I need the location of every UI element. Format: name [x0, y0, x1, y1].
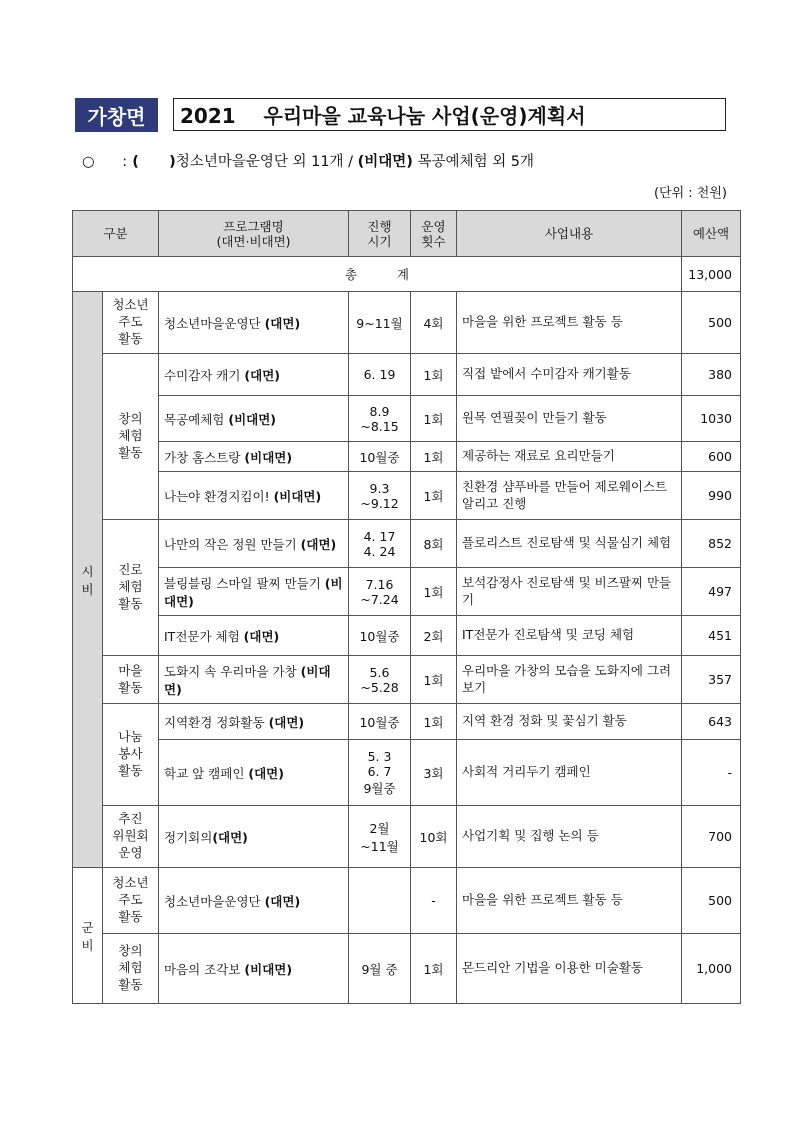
program-budget: - — [682, 740, 741, 806]
program-content: 사회적 거리두기 캠페인 — [457, 740, 682, 806]
program-mode: (대면) — [244, 367, 280, 383]
table-row — [73, 656, 741, 704]
program-name — [159, 354, 349, 396]
program-period: 8.9 ~8.15 — [349, 396, 411, 442]
summary-close: ) — [138, 154, 176, 170]
program-period: 5. 3 6. 7 9월중 — [349, 740, 411, 806]
program-mode: (대면) — [300, 536, 337, 552]
header-count — [411, 211, 457, 257]
program-budget: 852 — [682, 520, 741, 568]
summary-text-1: 청소년마을운영단 외 11개 / — [175, 154, 358, 170]
program-title: 가창 홈스트랑 — [164, 449, 245, 465]
total-label: 총 계 — [73, 257, 682, 292]
program-budget: 380 — [682, 354, 741, 396]
table-row — [73, 396, 741, 442]
program-content: 우리마을 가창의 모습을 도화지에 그려보기 — [457, 656, 682, 704]
program-count: 1회 — [411, 442, 457, 472]
program-mode: (비대면) — [164, 575, 343, 609]
program-period: 9~11월 — [349, 292, 411, 354]
program-title: 학교 앞 캠페인 — [164, 765, 249, 781]
program-content: 사업기획 및 집행 논의 등 — [457, 806, 682, 868]
program-title: 청소년마을운영단 — [164, 893, 265, 909]
header-program-line2: (대면·비대면) — [216, 233, 291, 249]
program-mode: (비대면) — [164, 663, 331, 697]
header-category: 구분 — [73, 211, 159, 257]
category-committee: 추진 위원회 운영 — [103, 806, 159, 868]
summary-open: ( — [127, 154, 139, 170]
program-name — [159, 806, 349, 868]
program-period: 7.16 ~7.24 — [349, 568, 411, 616]
program-title: 정기회의 — [164, 829, 213, 845]
program-period — [349, 868, 411, 934]
table-row — [73, 520, 741, 568]
program-count: 1회 — [411, 934, 457, 1004]
program-mode: (대면) — [212, 829, 248, 845]
program-name — [159, 396, 349, 442]
header-content: 사업내용 — [457, 211, 682, 257]
program-period: 5.6 ~5.28 — [349, 656, 411, 704]
program-content: 친환경 샴푸바를 만들어 제로웨이스트 알리고 진행 — [457, 472, 682, 520]
program-budget: 357 — [682, 656, 741, 704]
summary-label-2: (비대면) — [357, 154, 413, 170]
header-period-line1: 진행 — [367, 218, 392, 234]
program-title: 수미감자 캐기 — [164, 367, 245, 383]
program-title: IT전문가 체험 — [164, 628, 244, 644]
summary-bullet: ○ — [82, 154, 95, 170]
program-content: 마을을 위한 프로젝트 활동 등 — [457, 868, 682, 934]
program-count: 1회 — [411, 568, 457, 616]
program-title: 나만의 작은 정원 만들기 — [164, 536, 301, 552]
program-budget: 497 — [682, 568, 741, 616]
document-title: 2021 우리마을 교육나눔 사업(운영)계획서 — [173, 98, 726, 131]
program-content: 마을을 위한 프로젝트 활동 등 — [457, 292, 682, 354]
program-count: 1회 — [411, 396, 457, 442]
header-budget: 예산액 — [682, 211, 741, 257]
program-content: 지역 환경 정화 및 꽃심기 활동 — [457, 704, 682, 740]
program-count: 1회 — [411, 354, 457, 396]
program-period: 10월중 — [349, 442, 411, 472]
program-name — [159, 472, 349, 520]
program-title: 청소년마을운영단 — [164, 315, 265, 331]
program-budget: 451 — [682, 616, 741, 656]
program-budget: 600 — [682, 442, 741, 472]
program-count: 2회 — [411, 616, 457, 656]
plan-table — [72, 210, 741, 1004]
program-period: 9월 중 — [349, 934, 411, 1004]
program-name — [159, 704, 349, 740]
program-name — [159, 616, 349, 656]
header-program — [159, 211, 349, 257]
program-count: 1회 — [411, 472, 457, 520]
program-budget: 1030 — [682, 396, 741, 442]
program-mode: (비대면) — [244, 961, 293, 977]
program-period: 2월 ~11월 — [349, 806, 411, 868]
table-row — [73, 934, 741, 1004]
header-program-line1: 프로그램명 — [223, 218, 284, 234]
program-mode: (대면) — [264, 893, 301, 909]
program-content: 제공하는 재료로 요리만들기 — [457, 442, 682, 472]
summary-gap: : — [94, 154, 128, 170]
header-period-line2: 시기 — [367, 233, 392, 249]
table-row — [73, 442, 741, 472]
table-row — [73, 354, 741, 396]
program-title: 도화지 속 우리마을 가창 — [164, 663, 301, 679]
table-row — [73, 704, 741, 740]
summary-line — [82, 150, 534, 171]
program-period: 10월중 — [349, 704, 411, 740]
category-volunteer: 나눔 봉사 활동 — [103, 704, 159, 806]
program-budget: 990 — [682, 472, 741, 520]
program-budget: 500 — [682, 292, 741, 354]
total-amount: 13,000 — [682, 257, 741, 292]
program-budget: 1,000 — [682, 934, 741, 1004]
program-mode: (비대면) — [273, 488, 322, 504]
table-row — [73, 472, 741, 520]
program-period: 10월중 — [349, 616, 411, 656]
program-mode: (대면) — [268, 714, 305, 730]
program-count: 1회 — [411, 704, 457, 740]
program-count: 3회 — [411, 740, 457, 806]
program-count: 10회 — [411, 806, 457, 868]
program-period: 4. 17 4. 24 — [349, 520, 411, 568]
program-count: 1회 — [411, 656, 457, 704]
program-title: 지역환경 정화활동 — [164, 714, 269, 730]
category-creative: 창의 체험 활동 — [103, 354, 159, 520]
program-budget: 500 — [682, 868, 741, 934]
table-row — [73, 568, 741, 616]
category-youth-gun: 청소년 주도 활동 — [103, 868, 159, 934]
program-mode: (비대면) — [228, 411, 277, 427]
category-career: 진로 체험 활동 — [103, 520, 159, 656]
category-creative-gun: 창의 체험 활동 — [103, 934, 159, 1004]
program-name — [159, 520, 349, 568]
unit-note: (단위 : 천원) — [653, 186, 727, 201]
program-name — [159, 568, 349, 616]
program-budget: 700 — [682, 806, 741, 868]
program-title: 목공예체험 — [164, 411, 229, 427]
program-title: 나는야 환경지킴이! — [164, 488, 274, 504]
program-content: 몬드리안 기법을 이용한 미술활동 — [457, 934, 682, 1004]
category-village: 마을 활동 — [103, 656, 159, 704]
table-row — [73, 616, 741, 656]
program-content: 원목 연필꽂이 만들기 활동 — [457, 396, 682, 442]
program-period: 6. 19 — [349, 354, 411, 396]
program-count: 8회 — [411, 520, 457, 568]
category-youth: 청소년 주도 활동 — [103, 292, 159, 354]
district-badge: 가창면 — [75, 98, 158, 132]
header-count-line1: 운영 — [421, 218, 446, 234]
program-name — [159, 740, 349, 806]
program-content: 보석감정사 진로탐색 및 비즈팔찌 만들기 — [457, 568, 682, 616]
program-name — [159, 934, 349, 1004]
header-row — [73, 211, 741, 257]
table-row — [73, 740, 741, 806]
total-row — [73, 257, 741, 292]
program-name — [159, 868, 349, 934]
group-si: 시 비 — [73, 292, 103, 868]
program-mode: (비대면) — [244, 449, 293, 465]
program-budget: 643 — [682, 704, 741, 740]
program-count: - — [411, 868, 457, 934]
program-mode: (대면) — [264, 315, 301, 331]
program-name — [159, 656, 349, 704]
header-period — [349, 211, 411, 257]
program-name — [159, 442, 349, 472]
table-row — [73, 868, 741, 934]
summary-text-2: 목공예체험 외 5개 — [412, 154, 535, 170]
program-content: 플로리스트 진로탐색 및 식물심기 체험 — [457, 520, 682, 568]
program-mode: (대면) — [248, 765, 284, 781]
program-content: 직접 밭에서 수미감자 캐기활동 — [457, 354, 682, 396]
program-title: 블링블링 스마일 팔찌 만들기 — [164, 575, 325, 591]
table-row — [73, 292, 741, 354]
table-row — [73, 806, 741, 868]
program-mode: (대면) — [243, 628, 280, 644]
program-content: IT전문가 진로탐색 및 코딩 체험 — [457, 616, 682, 656]
program-count: 4회 — [411, 292, 457, 354]
program-title: 마음의 조각보 — [164, 961, 245, 977]
header-count-line2: 횟수 — [421, 233, 446, 249]
program-period: 9.3 ~9.12 — [349, 472, 411, 520]
group-gun: 군 비 — [73, 868, 103, 1004]
program-name — [159, 292, 349, 354]
